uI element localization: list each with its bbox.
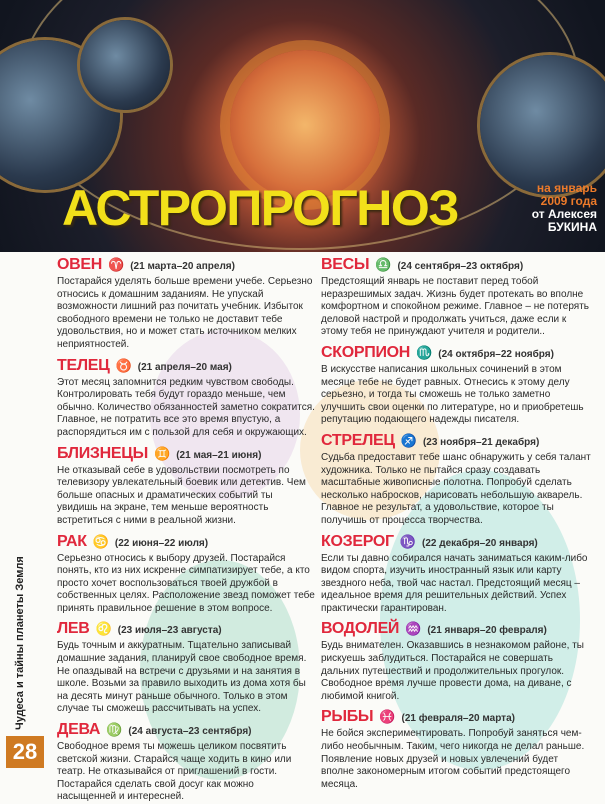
entry-heading [321, 533, 593, 553]
zodiac-icon: ♑ [399, 533, 416, 549]
sign-dates: (22 июня–22 июля) [114, 537, 209, 549]
sign-name: ВЕСЫ [321, 256, 370, 273]
sign-text: Предстоящий январь не поставит перед тобой неразрешимых задач. Жизнь будет протекать во вполне комфортном и спокойном режиме. Главное – не потерять деловой настрой и продолжать учиться, даже если к этому тебя не принуждают учителя и родители.. [321, 276, 589, 338]
sign-name: ОВЕН [57, 256, 103, 273]
sign-name: РАК [57, 532, 87, 550]
sign-text: Этот месяц запомнится редким чувством свободы. Контролировать тебя будут гораздо меньше, чем обычно. Количество обязанностей заметно сократится. Главное, не потратить все это время впустую, а распорядиться им с пользой для себя и окружающих. [57, 376, 315, 438]
horoscope-entry [321, 708, 593, 791]
zodiac-icon: ♒ [405, 621, 422, 637]
entry-heading [57, 620, 315, 640]
sign-dates: (24 августа–23 сентября) [128, 726, 252, 738]
entry-heading [57, 533, 315, 553]
zodiac-icon: ♍ [106, 722, 123, 738]
sign-name: КОЗЕРОГ [321, 532, 394, 550]
horoscope-entry [57, 533, 315, 616]
horoscope-entry [57, 445, 315, 528]
sign-name: СТРЕЛЕЦ [321, 431, 395, 449]
sign-dates: (23 ноября–21 декабря) [422, 436, 540, 448]
sign-text: Судьба предоставит тебе шанс обнаружить у себя талант художника. Только не пытайся сразу создавать масштабные живописные полотна. Попробуй сделать несколько набросков, нарисовать небольшую акварель. Главное не результат, а удовольствие, которое ты получишь от процесса творчества. [321, 451, 591, 526]
entry-heading [321, 620, 593, 640]
sign-text: Будь точным и аккуратным. Тщательно записывай домашние задания, планируй свое свободное время. Не опаздывай на встречи с друзьями и на занятия в школе. Возьми за правило выходить из дома хотя бы на десять минут раньше обычного. Только в этом случае ты сможешь рассчитывать на успех. [57, 640, 307, 715]
sign-dates: (21 февраля–20 марта) [401, 713, 515, 725]
sign-dates: (24 октября–22 ноября) [438, 348, 554, 360]
zodiac-icon: ♋ [92, 533, 109, 549]
sign-text: Свободное время ты можешь целиком посвятить светской жизни. Старайся чаще ходить в кино или театр. Не отказывайся от приглашений в гости. Постарайся сделать свой досуг как можно насыщенней и интересней. [57, 741, 292, 803]
sign-name: ДЕВА [57, 721, 101, 739]
sign-dates: (22 декабря–20 января) [421, 537, 538, 549]
horoscope-entry [321, 344, 593, 427]
sun-face [230, 50, 380, 200]
horoscope-entry [321, 533, 593, 616]
period-line: 2009 года [540, 194, 597, 208]
entry-heading [57, 357, 315, 377]
right-column [321, 256, 593, 791]
sign-text: Будь внимателен. Оказавшись в незнакомом районе, ты рискуешь заблудиться. Постарайся не совершать дальних путешествий и продолжительных прогулок. Свободное время лучше провести дома, на диване, с любимой книгой. [321, 640, 584, 702]
zodiac-icon: ♐ [400, 432, 417, 448]
sign-text: Если ты давно собирался начать заниматься каким-либо видом спорта, изучить иностранный язык или карту звездного неба, твой час настал. Предстоящий месяц – идеальное время для решительных действий. Успех практически гарантирован. [321, 552, 588, 614]
entry-heading [321, 708, 593, 728]
entry-heading [57, 721, 315, 741]
entry-heading [57, 256, 315, 276]
zodiac-icon: ♓ [379, 709, 396, 725]
zodiac-icon: ♉ [115, 357, 132, 373]
entry-heading [321, 256, 593, 276]
sign-text: Серьезно относись к выбору друзей. Постарайся понять, кто из них искренне симпатизирует тебе, а кто просто хочет воспользоваться твоей дружбой в собственных целях. Расположение звезд поможет тебе принять правильное решение в этом вопросе. [57, 552, 315, 614]
sign-name: РЫБЫ [321, 708, 374, 726]
sign-dates: (24 сентября–23 октября) [397, 261, 524, 272]
sign-name: ТЕЛЕЦ [57, 356, 110, 374]
page-number: 28 [6, 736, 44, 768]
sign-dates: (21 апреля–20 мая) [137, 361, 232, 373]
title-row [62, 180, 597, 236]
sign-name: БЛИЗНЕЦЫ [57, 444, 149, 462]
sign-text: В искусстве написания школьных сочинений в этом месяце тебе не будет равных. Отнесись к этому делу серьезно, и тогда ты сможешь не только заметно улучшить свои оценки по литературе, но и приобретешь репутацию подающего надежды писателя. [321, 363, 584, 426]
zodiac-icon: ♎ [375, 257, 392, 272]
author-line: от Алексея [531, 207, 597, 221]
sign-text: Постарайся уделять больше времени учебе. Серьезно относись к домашним заданиям. Не упускай возможности лишний раз почитать учебник. Избыток свободного времени не только не доставит тебе удовольствия, но и может стать источником мелких неприятностей. [57, 276, 313, 350]
zodiac-icon: ♏ [416, 344, 433, 360]
globe-small [80, 20, 170, 110]
sign-dates: (21 мая–21 июня) [176, 449, 262, 461]
zodiac-icon: ♌ [95, 621, 112, 637]
author-line: БУКИНА [547, 220, 597, 234]
subtitle [532, 182, 597, 234]
sign-dates: (23 июля–23 августа) [117, 625, 222, 637]
horoscope-entry [321, 432, 593, 528]
magazine-title: Чудеса и тайны планеты Земля [14, 556, 26, 730]
entry-heading [321, 432, 593, 452]
entry-heading [57, 445, 315, 465]
sign-text: Не бойся экспериментировать. Попробуй заняться чем-либо необычным. Таким, чего никогда не делал раньше. Появление новых друзей и новых увлечений будет вполне закономерным итогом событий предстоящего месяца. [321, 728, 585, 790]
sign-dates: (21 января–20 февраля) [427, 625, 547, 637]
sign-text: Не отказывай себе в удовольствии посмотреть по телевизору увлекательный боевик или детектив. Чем больше опасных и драматических событий ты увидишь на экране, тем меньше вероятность встретиться с ними в реальной жизни. [57, 464, 306, 526]
horoscope-entry [57, 620, 315, 716]
page-title: АСТРОПРОГНОЗ [62, 180, 459, 236]
horoscope-entry [57, 721, 315, 804]
horoscope-entry [57, 357, 315, 440]
sign-name: ЛЕВ [57, 620, 90, 638]
sign-dates: (21 марта–20 апреля) [130, 261, 235, 272]
left-column [57, 256, 315, 804]
sign-name: СКОРПИОН [321, 343, 411, 361]
entry-heading [321, 344, 593, 364]
horoscope-entry [321, 620, 593, 703]
period-line: на январь [536, 181, 597, 195]
sign-name: ВОДОЛЕЙ [321, 620, 400, 638]
zodiac-icon: ♊ [154, 445, 171, 461]
zodiac-icon: ♈ [108, 257, 125, 272]
horoscope-entry [57, 256, 315, 352]
horoscope-entry [321, 256, 593, 339]
header-illustration [0, 0, 605, 252]
